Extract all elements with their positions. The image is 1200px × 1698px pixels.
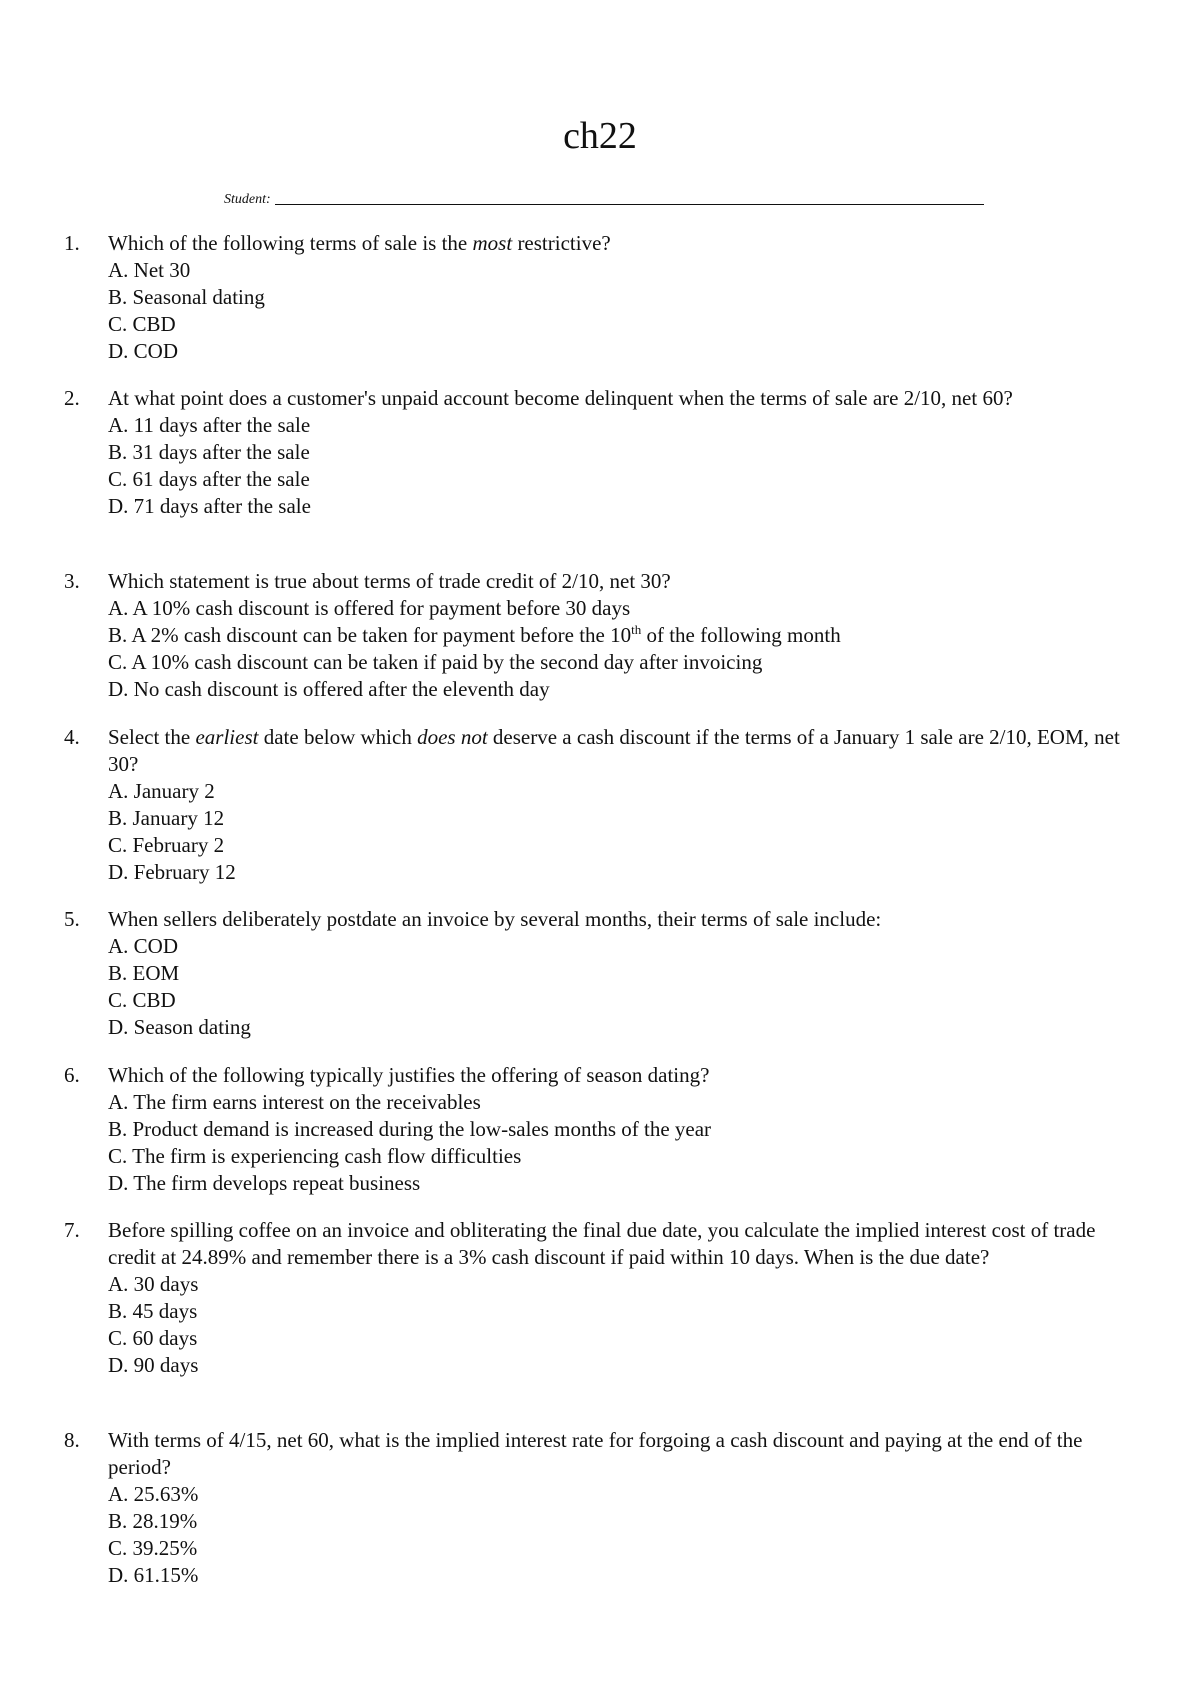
option-a: A. COD: [108, 934, 179, 958]
option-d: D. 61.15%: [108, 1563, 199, 1587]
option-d: D. The firm develops repeat business: [108, 1171, 421, 1195]
student-name-line: [275, 204, 984, 205]
question-stem: Select the earliest date below which does not deserve a cash discount if the terms of a January 1 sale are 2/10, EOM, net 30?: [108, 725, 1120, 776]
question-stem: When sellers deliberately postdate an invoice by several months, their terms of sale include:: [108, 907, 882, 931]
question-number: 3.: [64, 569, 80, 593]
option-c: C. A 10% cash discount can be taken if paid by the second day after invoicing: [108, 650, 763, 674]
question-number: 6.: [64, 1063, 80, 1087]
question-number: 8.: [64, 1428, 80, 1452]
option-b: B. 28.19%: [108, 1509, 198, 1533]
question-number: 5.: [64, 907, 80, 931]
option-d: D. 90 days: [108, 1353, 199, 1377]
question-number: 2.: [64, 386, 80, 410]
page-title: ch22: [563, 115, 637, 157]
option-a: A. January 2: [108, 779, 215, 803]
option-c: C. 61 days after the sale: [108, 467, 310, 491]
option-a: A. 11 days after the sale: [108, 413, 311, 437]
option-a: A. The firm earns interest on the receivables: [108, 1090, 481, 1114]
option-c: C. CBD: [108, 988, 176, 1012]
option-b: B. Seasonal dating: [108, 285, 265, 309]
student-label: Student:: [224, 192, 271, 207]
option-c: C. The firm is experiencing cash flow difficulties: [108, 1144, 522, 1168]
option-a: A. A 10% cash discount is offered for payment before 30 days: [108, 596, 631, 620]
option-b: B. Product demand is increased during the low-sales months of the year: [108, 1117, 712, 1141]
question-number: 4.: [64, 725, 80, 749]
option-d: D. 71 days after the sale: [108, 494, 311, 518]
student-field: [224, 186, 984, 208]
option-c: C. CBD: [108, 312, 176, 336]
option-c: C. 39.25%: [108, 1536, 198, 1560]
option-b: B. A 2% cash discount can be taken for payment before the 10th of the following month: [108, 622, 841, 647]
question-number: 7.: [64, 1218, 80, 1242]
option-d: D. COD: [108, 339, 179, 363]
question-stem: With terms of 4/15, net 60, what is the implied interest rate for forgoing a cash discount and paying at the end of the period?: [108, 1428, 1083, 1479]
option-a: A. 30 days: [108, 1272, 199, 1296]
question-stem: At what point does a customer's unpaid account become delinquent when the terms of sale are 2/10, net 60?: [108, 386, 1013, 410]
option-c: C. February 2: [108, 833, 225, 857]
option-c: C. 60 days: [108, 1326, 198, 1350]
option-d: D. Season dating: [108, 1015, 251, 1039]
option-d: D. No cash discount is offered after the eleventh day: [108, 677, 550, 701]
option-b: B. 31 days after the sale: [108, 440, 310, 464]
option-a: A. Net 30: [108, 258, 191, 282]
option-b: B. January 12: [108, 806, 225, 830]
question-stem: Which statement is true about terms of trade credit of 2/10, net 30?: [108, 569, 671, 593]
option-b: B. 45 days: [108, 1299, 198, 1323]
option-a: A. 25.63%: [108, 1482, 199, 1506]
question-stem: Before spilling coffee on an invoice and obliterating the final due date, you calculate the implied interest cost of trade credit at 24.89% and remember there is a 3% cash discount if paid within 10 days. When is the due date?: [108, 1218, 1096, 1269]
option-b: B. EOM: [108, 961, 180, 985]
question-number: 1.: [64, 231, 80, 255]
option-d: D. February 12: [108, 860, 236, 884]
question-stem: Which of the following typically justifies the offering of season dating?: [108, 1063, 710, 1087]
question-stem: Which of the following terms of sale is the most restrictive?: [108, 231, 611, 255]
superscript-th: th: [631, 622, 642, 637]
